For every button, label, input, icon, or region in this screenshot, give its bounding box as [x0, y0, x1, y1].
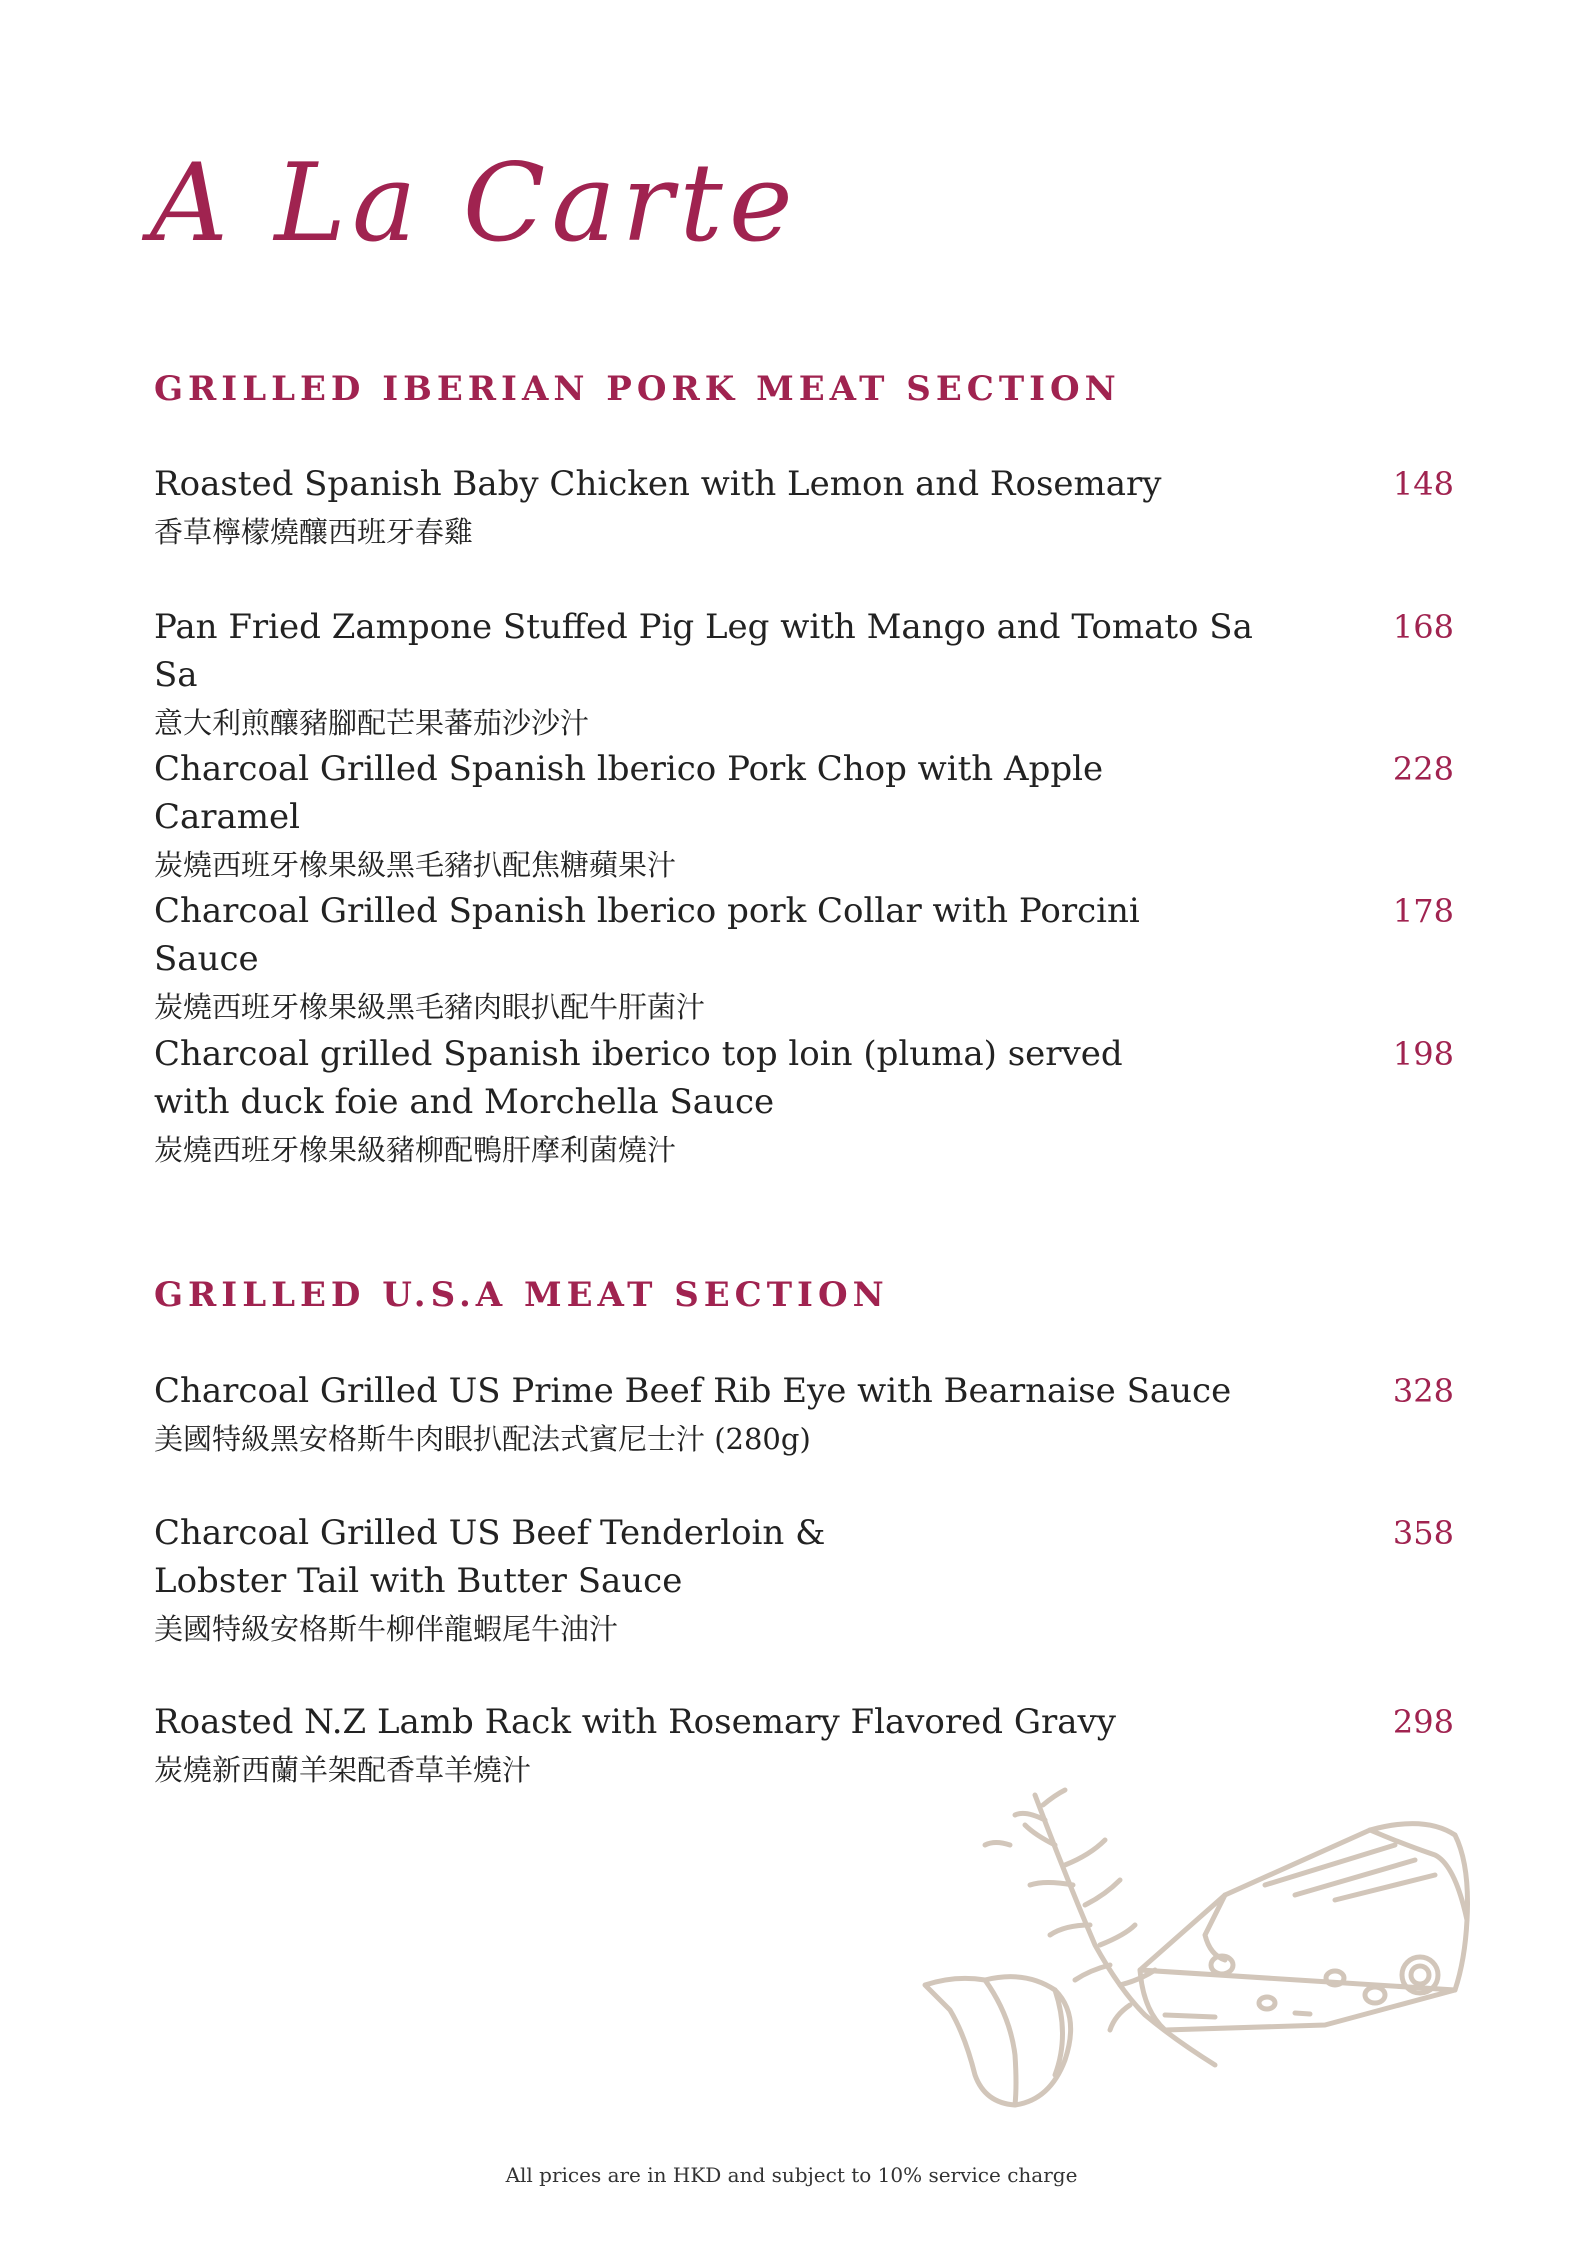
item-price: 178 [1392, 892, 1454, 930]
item-price: 198 [1392, 1035, 1454, 1073]
menu-item [154, 460, 1454, 554]
item-name-chinese: 香草檸檬燒釀西班牙春雞 [154, 515, 474, 549]
item-name: Charcoal grilled Spanish iberico top loin (pluma) served with duck foie and Morchella Sauce [154, 1034, 1123, 1122]
menu-item [154, 1509, 1454, 1651]
section-title-iberian-pork: GRILLED IBERIAN PORK MEAT SECTION [154, 369, 1121, 409]
rosemary-icon [985, 1790, 1215, 2065]
item-price: 358 [1392, 1514, 1454, 1552]
item-name-chinese: 炭燒新西蘭羊架配香草羊燒汁 [154, 1753, 532, 1787]
menu-item [154, 1698, 1454, 1792]
item-name: Pan Fried Zampone Stuffed Pig Leg with Mango and Tomato Sa Sa [154, 607, 1253, 695]
item-name-chinese: 意大利煎釀豬腳配芒果蕃茄沙沙汁 [154, 706, 590, 740]
item-price: 228 [1392, 750, 1454, 788]
item-name-chinese: 炭燒西班牙橡果級豬柳配鴨肝摩利菌燒汁 [154, 1133, 677, 1167]
menu-item [154, 745, 1454, 887]
page-title: A La Carte [150, 141, 799, 266]
menu-item [154, 1030, 1454, 1172]
service-charge-note: All prices are in HKD and subject to 10% service charge [505, 2163, 1078, 2187]
item-name: Charcoal Grilled US Prime Beef Rib Eye with Bearnaise Sauce [154, 1371, 1232, 1411]
garlic-icon [925, 1977, 1071, 2105]
section-title-usa-meat: GRILLED U.S.A MEAT SECTION [154, 1275, 889, 1315]
item-name: Roasted Spanish Baby Chicken with Lemon and Rosemary [154, 464, 1162, 504]
food-illustration [915, 1785, 1475, 2125]
item-name-chinese: 美國特級安格斯牛柳伴龍蝦尾牛油汁 [154, 1612, 619, 1646]
item-name: Charcoal Grilled Spanish lberico pork Collar with Porcini Sauce [154, 891, 1140, 979]
menu-item [154, 887, 1454, 1029]
menu-item [154, 1367, 1454, 1461]
menu-item [154, 603, 1454, 745]
item-name: Charcoal Grilled Spanish lberico Pork Chop with Apple Caramel [154, 749, 1104, 837]
item-price: 298 [1392, 1703, 1454, 1741]
cheese-icon [1140, 1824, 1468, 2030]
item-name-chinese: 炭燒西班牙橡果級黑毛豬扒配焦糖蘋果汁 [154, 848, 677, 882]
item-name: Charcoal Grilled US Beef Tenderloin & Lobster Tail with Butter Sauce [154, 1513, 826, 1601]
item-name-chinese: 炭燒西班牙橡果級黑毛豬肉眼扒配牛肝菌汁 [154, 990, 706, 1024]
item-name-chinese: 美國特級黑安格斯牛肉眼扒配法式賓尼士汁 (280g) [154, 1422, 811, 1456]
item-name: Roasted N.Z Lamb Rack with Rosemary Flavored Gravy [154, 1702, 1116, 1742]
item-price: 168 [1392, 608, 1454, 646]
item-price: 328 [1392, 1372, 1454, 1410]
item-price: 148 [1392, 465, 1454, 503]
